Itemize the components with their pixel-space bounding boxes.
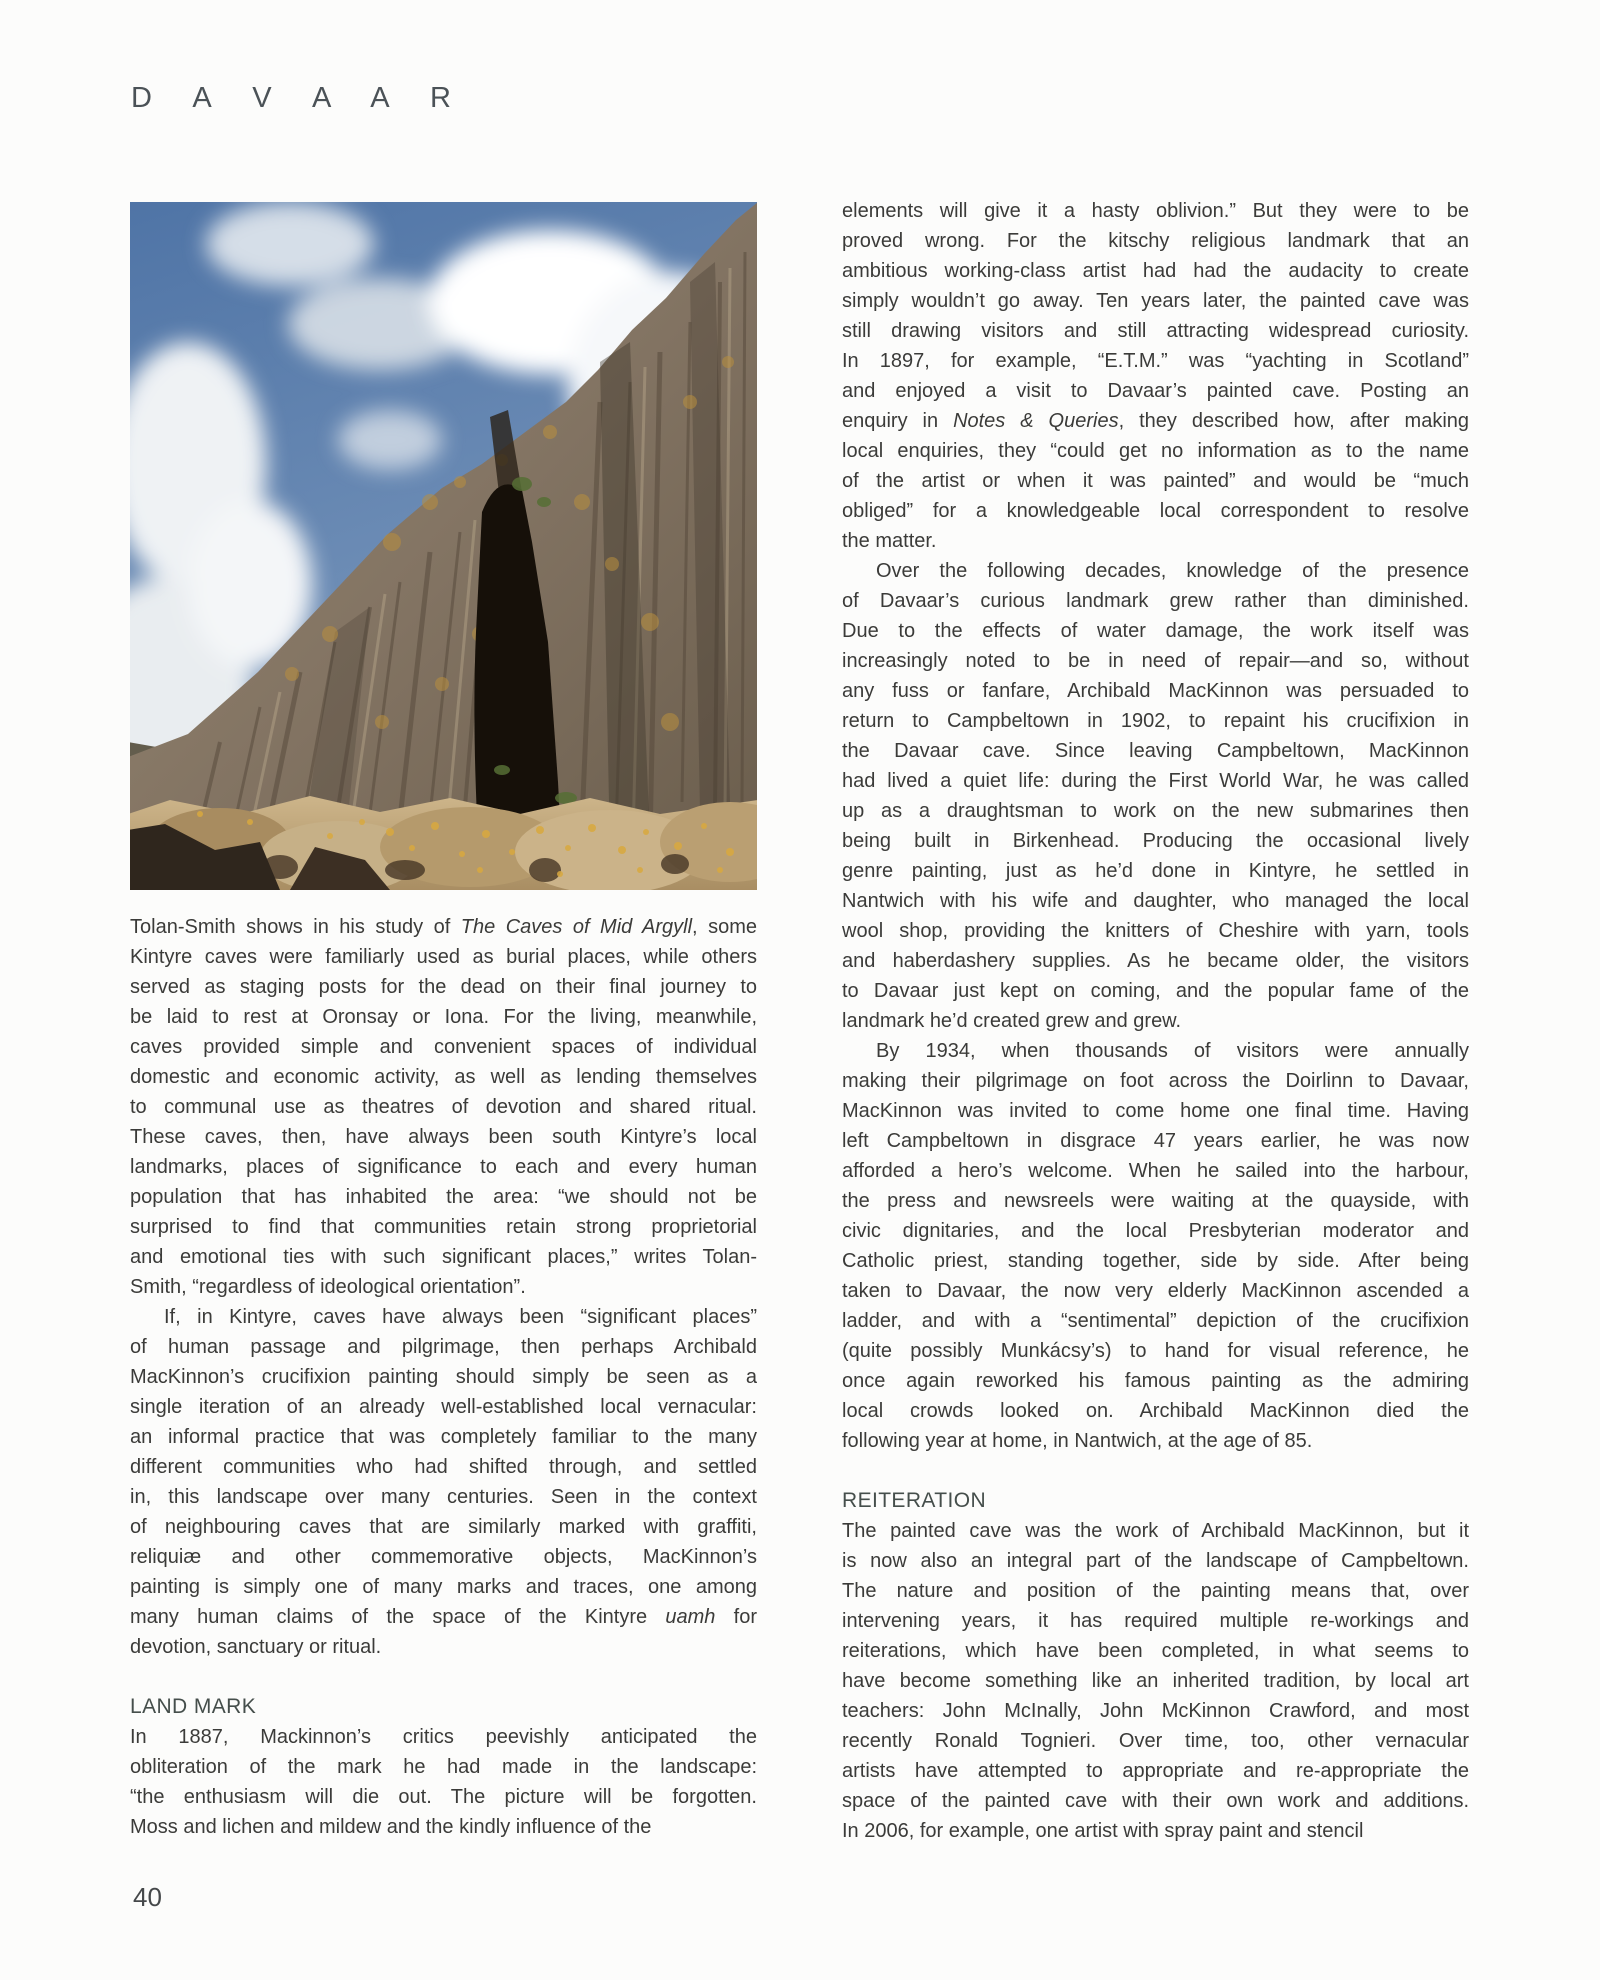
text-line: caves provided simple and convenient spaces of individual xyxy=(130,1036,757,1058)
text-line: obliged” for a knowledgeable local correspondent to resolve xyxy=(842,500,1469,522)
text-line: single iteration of an already well-established local vernacular: xyxy=(130,1396,757,1418)
text-line: of Davaar’s curious landmark grew rather than diminished. xyxy=(842,590,1469,612)
text-line: reliquiæ and other commemorative objects, MacKinnon’s xyxy=(130,1546,757,1568)
text-line: The painted cave was the work of Archibald MacKinnon, but it xyxy=(842,1520,1469,1542)
text-line: landmarks, places of significance to each and every human xyxy=(130,1156,757,1178)
text-line: elements will give it a hasty oblivion.” But they were to be xyxy=(842,200,1469,222)
paragraph xyxy=(130,1722,757,1842)
text-line: return to Campbeltown in 1902, to repaint his crucifixion in xyxy=(842,710,1469,732)
left-text-column xyxy=(130,912,757,1842)
text-line: population that has inhabited the area: “we should not be xyxy=(130,1186,757,1208)
text-line: The nature and position of the painting means that, over xyxy=(842,1580,1469,1602)
text-line: In 1897, for example, “E.T.M.” was “yachting in Scotland” xyxy=(842,350,1469,372)
section-heading: REITERATION xyxy=(842,1489,987,1512)
text-line: many human claims of the space of the Kintyre uamh for xyxy=(130,1606,757,1628)
text-line: being built in Birkenhead. Producing the occasional lively xyxy=(842,830,1469,852)
text-line: devotion, sanctuary or ritual. xyxy=(130,1636,382,1658)
text-line: local enquiries, they “could get no information as to the name xyxy=(842,440,1469,462)
text-line: local crowds looked on. Archibald MacKinnon died the xyxy=(842,1400,1469,1422)
text-line: increasingly noted to be in need of repair—and so, without xyxy=(842,650,1469,672)
paragraph xyxy=(842,556,1469,1036)
text-line: of human passage and pilgrimage, then perhaps Archibald xyxy=(130,1336,757,1358)
text-line: in, this landscape over many centuries. Seen in the context xyxy=(130,1486,757,1508)
text-line: wool shop, providing the knitters of Cheshire with yarn, tools xyxy=(842,920,1469,942)
text-line: obliteration of the mark he had made in the landscape: xyxy=(130,1756,757,1778)
text-line: civic dignitaries, and the local Presbyterian moderator and xyxy=(842,1220,1469,1242)
text-line: different communities who had shifted through, and settled xyxy=(130,1456,757,1478)
text-line: taken to Davaar, the now very elderly MacKinnon ascended a xyxy=(842,1280,1469,1302)
text-line: intervening years, it has required multiple re-workings and xyxy=(842,1610,1469,1632)
text-line: Moss and lichen and mildew and the kindly influence of the xyxy=(130,1816,652,1838)
text-line: “the enthusiasm will die out. The picture will be forgotten. xyxy=(130,1786,757,1808)
text-line: landmark he’d created grew and grew. xyxy=(842,1010,1182,1032)
text-line: and emotional ties with such significant places,” writes Tolan- xyxy=(130,1246,757,1268)
text-line: enquiry in Notes & Queries, they described how, after making xyxy=(842,410,1470,432)
text-line: an informal practice that was completely familiar to the many xyxy=(130,1426,757,1448)
text-line: still drawing visitors and still attracting widespread curiosity. xyxy=(842,320,1469,342)
text-line: Due to the effects of water damage, the work itself was xyxy=(842,620,1469,642)
text-line: surprised to find that communities retain strong proprietorial xyxy=(130,1216,757,1238)
page-number: 40 xyxy=(133,1882,162,1912)
text-line: simply wouldn’t go away. Ten years later, the painted cave was xyxy=(842,290,1469,312)
text-line: Nantwich with his wife and daughter, who managed the local xyxy=(842,890,1469,912)
cave-photograph-image xyxy=(130,202,757,890)
text-line: left Campbeltown in disgrace 47 years earlier, he was now xyxy=(842,1130,1469,1152)
paragraph xyxy=(842,196,1469,556)
text-line: teachers: John McInally, John McKinnon Crawford, and most xyxy=(842,1700,1469,1722)
text-line: Tolan-Smith shows in his study of The Caves of Mid Argyll, some xyxy=(130,916,757,938)
text-line: any fuss or fanfare, Archibald MacKinnon was persuaded to xyxy=(842,680,1469,702)
text-line: to Davaar just kept on coming, and the popular fame of the xyxy=(842,980,1469,1002)
text-line: served as staging posts for the dead on their final journey to xyxy=(130,976,757,998)
text-line: recently Ronald Tognieri. Over time, too, other vernacular xyxy=(842,1730,1469,1752)
text-line: up as a draughtsman to work on the new submarines then xyxy=(842,800,1469,822)
text-line: space of the painted cave with their own work and additions. xyxy=(842,1790,1469,1812)
text-line: afforded a hero’s welcome. When he sailed into the harbour, xyxy=(842,1160,1469,1182)
text-line: MacKinnon was invited to come home one final time. Having xyxy=(842,1100,1469,1122)
paragraph xyxy=(842,1516,1469,1846)
text-line: ladder, and with a “sentimental” depiction of the crucifixion xyxy=(842,1310,1469,1332)
text-line: and haberdashery supplies. As he became older, the visitors xyxy=(842,950,1469,972)
text-line: In 1887, Mackinnon’s critics peevishly anticipated the xyxy=(130,1726,757,1748)
section-heading: LAND MARK xyxy=(130,1695,257,1718)
text-line: painting is simply one of many marks and traces, one among xyxy=(130,1576,757,1598)
text-line: genre painting, just as he’d done in Kintyre, he settled in xyxy=(842,860,1469,882)
text-line: MacKinnon’s crucifixion painting should simply be seen as a xyxy=(130,1366,757,1388)
paragraph xyxy=(130,912,757,1302)
text-line: had lived a quiet life: during the First World War, he was called xyxy=(842,770,1469,792)
text-line: These caves, then, have always been south Kintyre’s local xyxy=(130,1126,757,1148)
text-line: By 1934, when thousands of visitors were annually xyxy=(876,1040,1469,1062)
text-line: reiterations, which have been completed, in what seems to xyxy=(842,1640,1469,1662)
text-line: of neighbouring caves that are similarly marked with graffiti, xyxy=(130,1516,757,1538)
text-line: If, in Kintyre, caves have always been “significant places” xyxy=(164,1306,757,1328)
right-text-column xyxy=(842,196,1469,1846)
text-line: In 2006, for example, one artist with spray paint and stencil xyxy=(842,1820,1364,1842)
text-line: (quite possibly Munkácsy’s) to hand for visual reference, he xyxy=(842,1340,1469,1362)
text-line: Kintyre caves were familiarly used as burial places, while others xyxy=(130,946,757,968)
text-line: and enjoyed a visit to Davaar’s painted cave. Posting an xyxy=(842,380,1469,402)
text-line: have become something like an inherited tradition, by local art xyxy=(842,1670,1469,1692)
text-line: once again reworked his famous painting as the admiring xyxy=(842,1370,1469,1392)
text-line: domestic and economic activity, as well as lending themselves xyxy=(130,1066,757,1088)
text-line: the matter. xyxy=(842,530,937,552)
paragraph xyxy=(842,1036,1469,1456)
text-line: the press and newsreels were waiting at the quayside, with xyxy=(842,1190,1469,1212)
text-line: making their pilgrimage on foot across the Doirlinn to Davaar, xyxy=(842,1070,1469,1092)
text-line: Catholic priest, standing together, side by side. After being xyxy=(842,1250,1469,1272)
text-line: of the artist or when it was painted” and would be “much xyxy=(842,470,1469,492)
text-line: Smith, “regardless of ideological orientation”. xyxy=(130,1276,526,1298)
cave-photograph xyxy=(130,202,757,890)
running-head-title: D A V A A R xyxy=(131,82,468,114)
paragraph xyxy=(130,1302,757,1662)
text-line: ambitious working-class artist had had the audacity to create xyxy=(842,260,1469,282)
text-line: following year at home, in Nantwich, at the age of 85. xyxy=(842,1430,1313,1452)
text-line: Over the following decades, knowledge of the presence xyxy=(876,560,1469,582)
text-line: the Davaar cave. Since leaving Campbeltown, MacKinnon xyxy=(842,740,1469,762)
text-line: to communal use as theatres of devotion and shared ritual. xyxy=(130,1096,757,1118)
text-line: be laid to rest at Oronsay or Iona. For the living, meanwhile, xyxy=(130,1006,757,1028)
text-line: is now also an integral part of the landscape of Campbeltown. xyxy=(842,1550,1469,1572)
text-line: artists have attempted to appropriate and re-appropriate the xyxy=(842,1760,1469,1782)
text-line: proved wrong. For the kitschy religious landmark that an xyxy=(842,230,1469,252)
